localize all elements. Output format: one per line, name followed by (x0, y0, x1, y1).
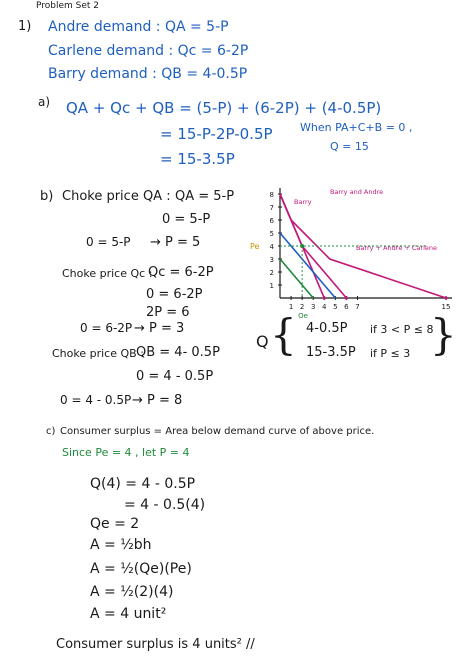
piecewise-2: 15-3.5P (306, 345, 356, 360)
part-a-note1: When PA+C+B = 0 , (300, 121, 413, 134)
series-label-1: Barry (294, 198, 312, 206)
right-brace: } (430, 310, 457, 359)
y-tick-label: 8 (269, 191, 274, 199)
choke-a-eq1: QA = 5-P (175, 189, 235, 204)
piecewise-2-cond: if P ≤ 3 (370, 347, 411, 360)
x-tick-label: 3 (310, 303, 316, 311)
y-tick-label: 4 (269, 243, 274, 251)
x-tick-label: 7 (355, 303, 360, 311)
choke-c-eq1: Qc = 6-2P (148, 265, 214, 280)
series-endpoint-1 (323, 296, 326, 299)
piecewise-q: Q (256, 332, 269, 351)
part-a-line3: = 15-3.5P (160, 150, 235, 168)
x-tick-label: 5 (333, 303, 338, 311)
y-tick-label: 7 (269, 204, 274, 212)
series-line-4 (280, 233, 335, 298)
choke-b-eq2: 0 = 4 - 0.5P (136, 369, 214, 384)
x-tick-label: 4 (322, 303, 327, 311)
final-answer: Consumer surplus is 4 units² // (56, 637, 255, 652)
choke-b-eq3: 0 = 4 - 0.5P (60, 393, 132, 407)
part-c-title: Consumer surplus = Area below demand curve of above price. (60, 426, 375, 437)
series-endpoint-3 (444, 296, 447, 299)
barry-demand: Barry demand : QB = 4-0.5P (48, 66, 248, 82)
series-label-2: Barry and Andre (330, 188, 384, 196)
part-a-note2: Q = 15 (330, 140, 369, 153)
choke-a-result: → P = 5 (150, 235, 201, 250)
page-title: Problem Set 2 (36, 1, 100, 11)
y-tick-label: 6 (269, 217, 274, 225)
y-tick-label: 3 (269, 256, 274, 264)
y-tick-label: 1 (269, 282, 274, 290)
demand-chart (246, 180, 466, 318)
part-c-line5: A = ½(Qe)(Pe) (90, 561, 192, 577)
andre-demand: Andre demand : QA = 5-P (48, 19, 229, 35)
x-tick-label: 6 (344, 303, 349, 311)
choke-c-result: → P = 3 (134, 321, 185, 336)
equilibrium-point (300, 244, 304, 248)
carlene-demand: Carlene demand : Qc = 6-2P (48, 43, 249, 59)
series-line-5 (280, 259, 313, 298)
part-c-line2: = 4 - 0.5(4) (124, 497, 206, 513)
choke-b-result: → P = 8 (132, 393, 183, 408)
part-c-since: Since Pe = 4 , let P = 4 (62, 446, 190, 459)
choke-c-eq3: 2P = 6 (146, 305, 190, 320)
q1-number: 1) (18, 19, 32, 34)
x-tick-label: 15 (441, 303, 451, 311)
choke-c-title: Choke price Qc : (62, 267, 153, 280)
series-endpoint-2 (345, 296, 348, 299)
part-a-line2: = 15-P-2P-0.5P (160, 125, 273, 143)
part-a-line1: QA + Qc + QB = (5-P) + (6-2P) + (4-0.5P) (66, 99, 382, 117)
choke-a-eq2: 0 = 5-P (162, 212, 211, 227)
part-c-line4: A = ½bh (90, 537, 152, 553)
part-b-label: b) (40, 189, 54, 204)
x-tick-label: 1 (288, 303, 294, 311)
part-c-line1: Q(4) = 4 - 0.5P (90, 476, 196, 492)
part-c-label: c) (46, 426, 56, 437)
part-c-line7: A = 4 unit² (90, 606, 167, 622)
choke-b-eq1: QB = 4- 0.5P (136, 345, 220, 360)
y-tick-label: 2 (269, 269, 274, 277)
left-brace: { (270, 310, 297, 359)
choke-a-eq3: 0 = 5-P (86, 235, 131, 249)
choke-b-title: Choke price QB : (52, 347, 144, 360)
choke-a-title: Choke price QA : (62, 189, 171, 204)
part-c-line3: Qe = 2 (90, 516, 140, 532)
choke-c-eq2: 0 = 6-2P (146, 287, 203, 302)
qe-label: Qe (298, 312, 308, 318)
series-label-3: Barry + Andre + Carlene (356, 244, 438, 252)
piecewise-1-cond: if 3 < P ≤ 8 (370, 323, 434, 336)
choke-c-eq4: 0 = 6-2P (80, 321, 133, 335)
piecewise-1: 4-0.5P (306, 321, 348, 336)
part-c-line6: A = ½(2)(4) (90, 584, 174, 600)
pe-label: Pe (250, 242, 260, 251)
x-tick-label: 2 (299, 303, 305, 311)
y-tick-label: 5 (269, 230, 274, 238)
part-a-label: a) (38, 95, 51, 109)
